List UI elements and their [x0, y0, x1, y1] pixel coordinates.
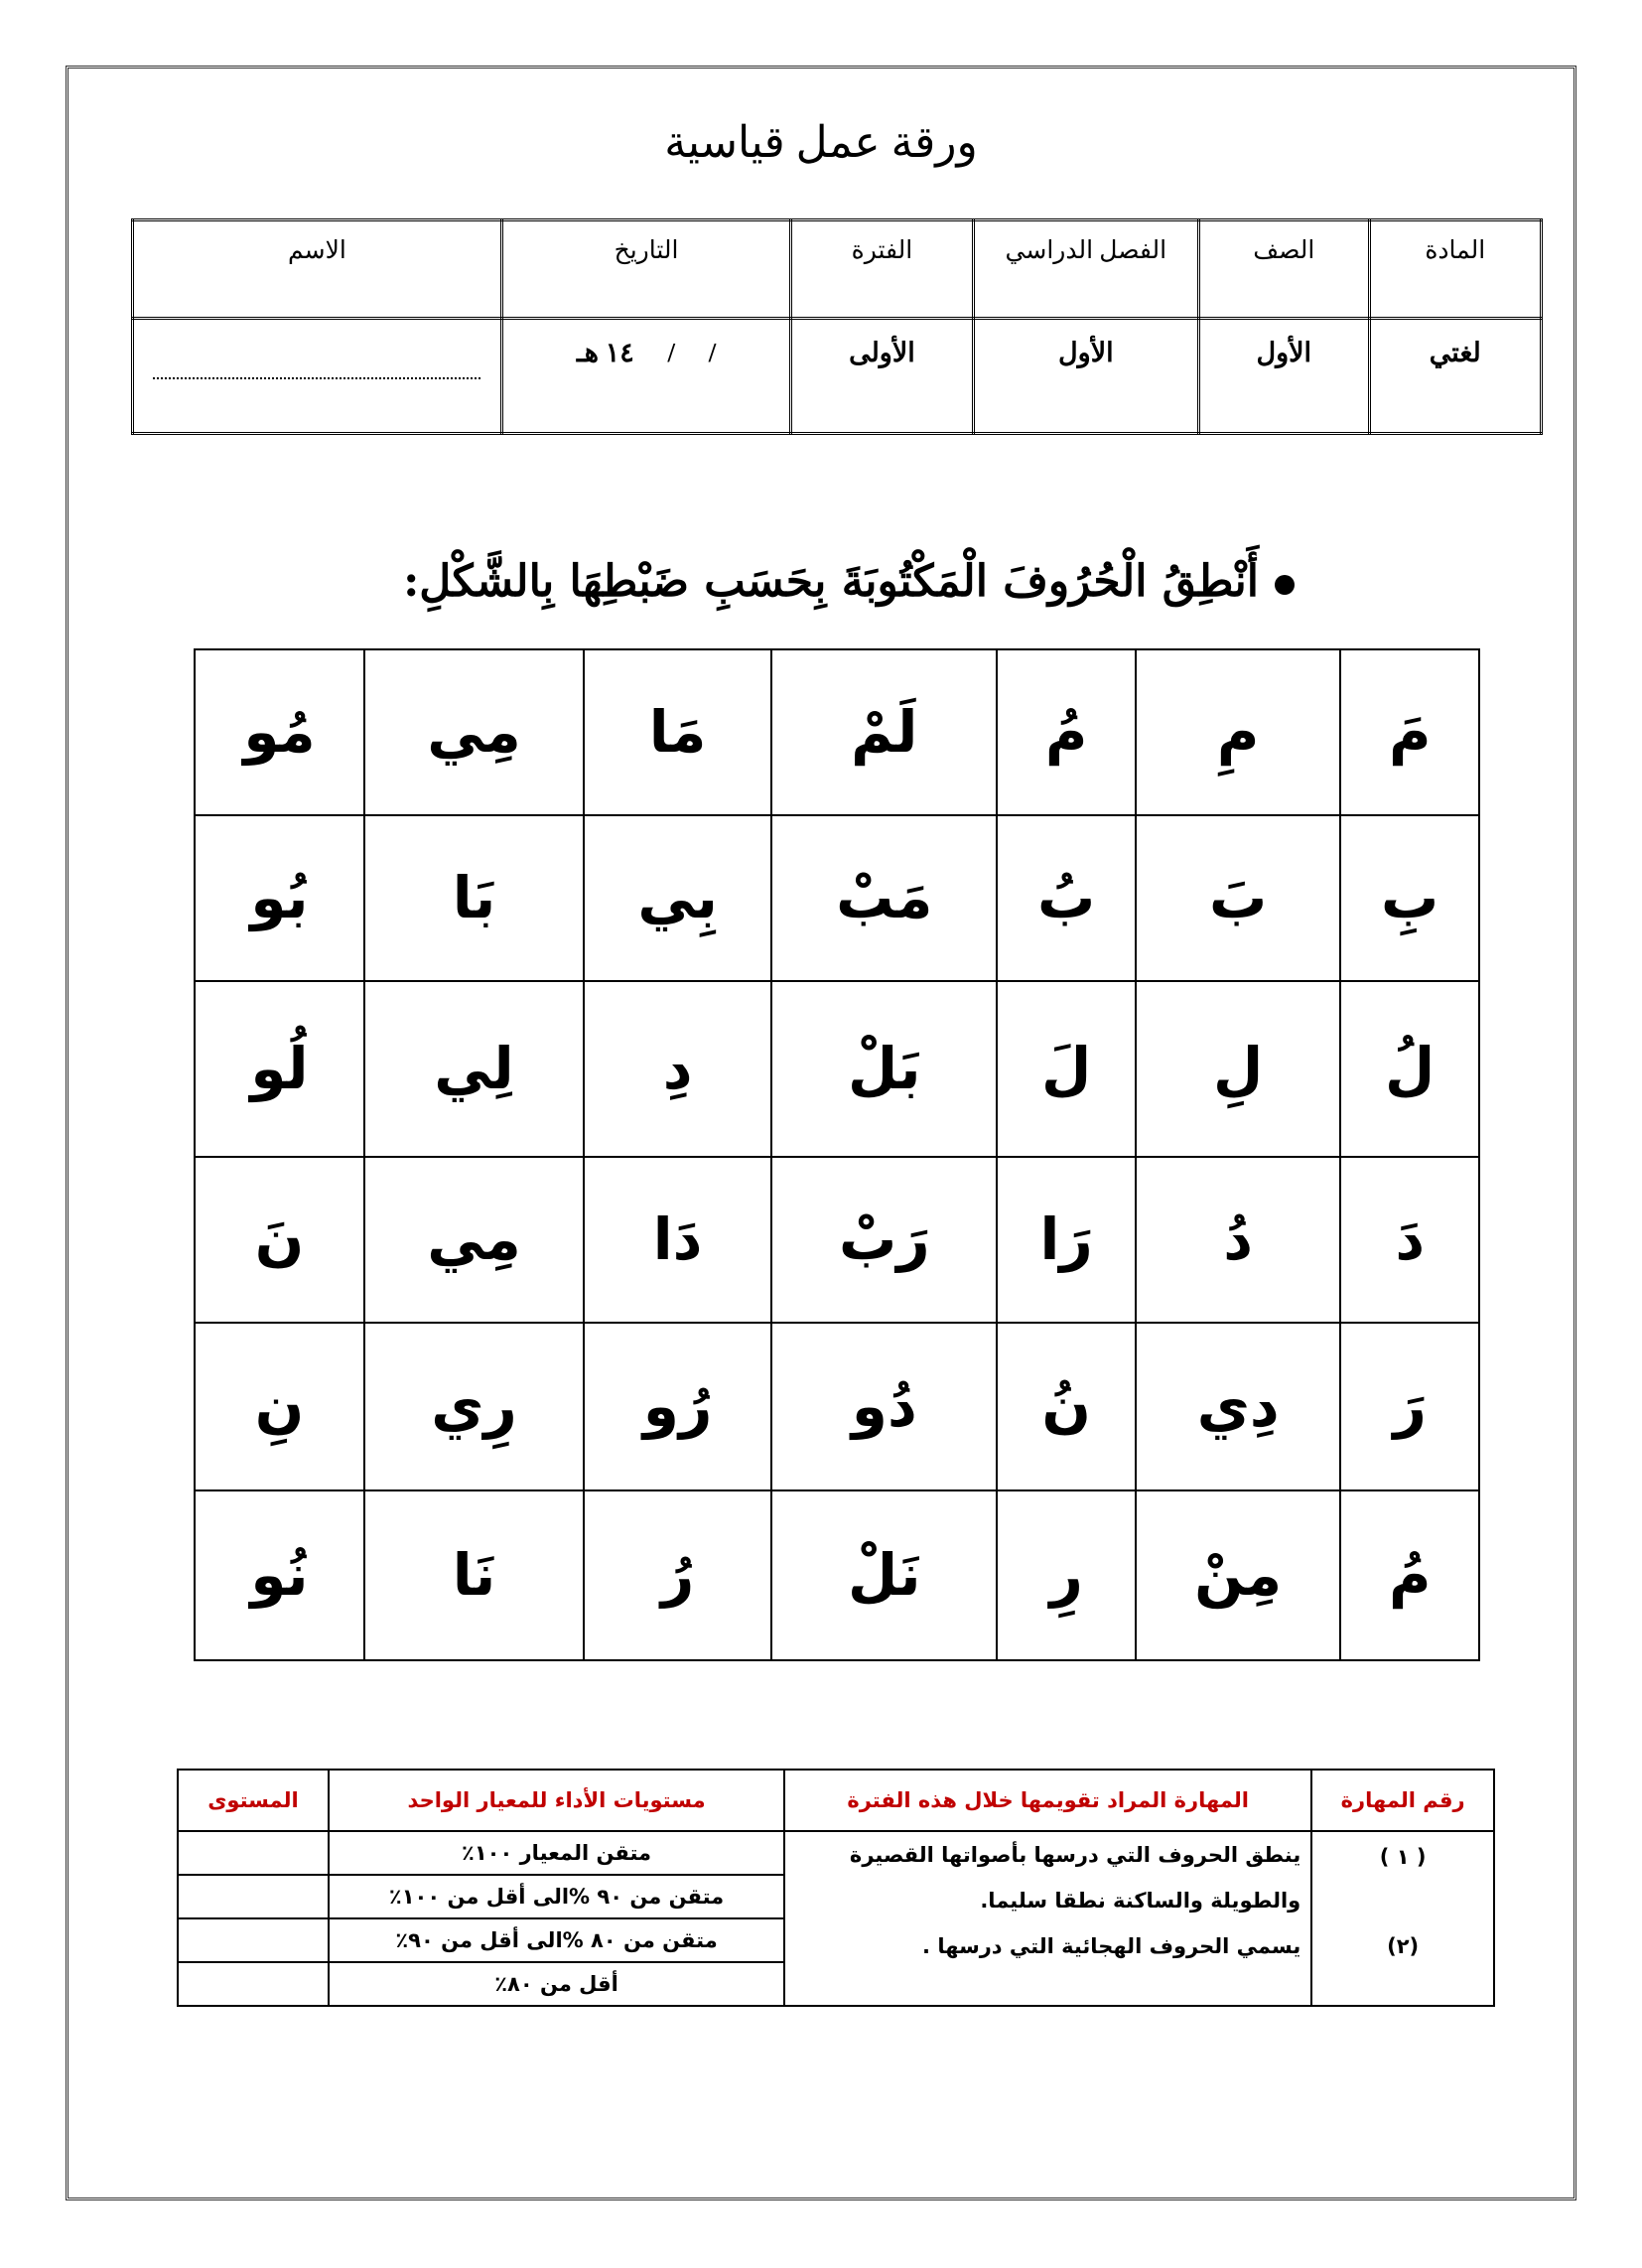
letter-cell: مُ: [1340, 1490, 1479, 1660]
header-date: التاريخ: [501, 220, 790, 319]
level-4: أقل من ٨٠٪: [329, 1962, 784, 2006]
skill-number-1: ( ١ ): [1379, 1845, 1427, 1869]
grade-cell-2[interactable]: [178, 1875, 329, 1918]
grade-cell-1[interactable]: [178, 1831, 329, 1875]
rubric-header-levels: مستويات الأداء للمعيار الواحد: [329, 1770, 784, 1831]
skills-cell: [784, 1831, 1311, 2006]
letter-cell: دِ: [584, 981, 771, 1157]
info-table: [131, 218, 1543, 435]
letter-cell: لَ: [997, 981, 1136, 1157]
letter-cell: بُ: [997, 815, 1136, 981]
header-period: الفترة: [791, 220, 973, 319]
letter-cell: مَ: [1340, 649, 1479, 815]
value-subject: لغتي: [1369, 319, 1541, 434]
letter-cell: دُ: [1136, 1157, 1340, 1323]
bullet-icon: [1275, 575, 1295, 595]
header-grade: الصف: [1199, 220, 1370, 319]
letter-cell: دَ: [1340, 1157, 1479, 1323]
letter-cell: لُ: [1340, 981, 1479, 1157]
letter-cell: نَ: [195, 1157, 364, 1323]
letter-cell: لِي: [364, 981, 584, 1157]
header-semester: الفصل الدراسي: [973, 220, 1198, 319]
page-title: ورقة عمل قياسية: [664, 118, 978, 167]
letter-cell: رُو: [584, 1323, 771, 1490]
letters-row: [195, 649, 1479, 815]
letter-cell: رُ: [584, 1490, 771, 1660]
letter-cell: نَلْ: [771, 1490, 997, 1660]
value-grade: الأول: [1199, 319, 1370, 434]
letter-cell: نَا: [364, 1490, 584, 1660]
instruction: [403, 556, 1295, 607]
skill-2: يسمي الحروف الهجائية التي درسها .: [922, 1934, 1301, 1958]
level-1: متقن المعيار ١٠٠٪: [329, 1831, 784, 1875]
value-period: الأولى: [791, 319, 973, 434]
letter-cell: نُ: [997, 1323, 1136, 1490]
letter-cell: بَلْ: [771, 981, 997, 1157]
letter-cell: رِي: [364, 1323, 584, 1490]
letter-cell: لَمْ: [771, 649, 997, 815]
letters-row: [195, 981, 1479, 1157]
letter-cell: بِ: [1340, 815, 1479, 981]
level-3: متقن من ٨٠ %الى أقل من ٩٠٪: [329, 1918, 784, 1962]
letters-row: [195, 1490, 1479, 1660]
grade-cell-3[interactable]: [178, 1918, 329, 1962]
letter-cell: رِ: [997, 1490, 1136, 1660]
letter-cell: مَبْ: [771, 815, 997, 981]
rubric-table: [177, 1769, 1495, 2007]
letters-row: [195, 815, 1479, 981]
letter-cell: لِ: [1136, 981, 1340, 1157]
value-date[interactable]: / / ١٤ هـ: [501, 319, 790, 434]
letter-cell: مِي: [364, 649, 584, 815]
letters-row: [195, 1157, 1479, 1323]
letter-cell: مِ: [1136, 649, 1340, 815]
rubric-header-skill: المهارة المراد تقويمها خلال هذه الفترة: [784, 1770, 1311, 1831]
letter-cell: بُو: [195, 815, 364, 981]
letter-cell: بِي: [584, 815, 771, 981]
letter-cell: مِنْ: [1136, 1490, 1340, 1660]
letter-cell: بَ: [1136, 815, 1340, 981]
letter-cell: مِي: [364, 1157, 584, 1323]
name-dotted-line: [153, 375, 480, 379]
letters-grid: [194, 648, 1480, 1661]
header-name: الاسم: [133, 220, 502, 319]
letter-cell: مَا: [584, 649, 771, 815]
letters-row: [195, 1323, 1479, 1490]
value-semester: الأول: [973, 319, 1198, 434]
letter-cell: بَا: [364, 815, 584, 981]
grade-cell-4[interactable]: [178, 1962, 329, 2006]
instruction-text: أَنْطِقُ الْحُرُوفَ الْمَكْتُوبَةَ بِحَسَبِ ضَبْطِهَا بِالشَّكْلِ:: [403, 556, 1259, 607]
letter-cell: مُو: [195, 649, 364, 815]
level-2: متقن من ٩٠ %الى أقل من ١٠٠٪: [329, 1875, 784, 1918]
skill-1: ينطق الحروف التي درسها بأصواتها القصيرة والطويلة والساكنة نطقا سليما.: [849, 1843, 1301, 1913]
letter-cell: دَا: [584, 1157, 771, 1323]
skill-numbers: [1311, 1831, 1494, 2006]
skill-number-2: (٢): [1387, 1934, 1420, 1958]
name-field[interactable]: [133, 319, 502, 434]
letter-cell: رَ: [1340, 1323, 1479, 1490]
letter-cell: نِ: [195, 1323, 364, 1490]
rubric-header-skill-number: رقم المهارة: [1311, 1770, 1494, 1831]
letter-cell: رَبْ: [771, 1157, 997, 1323]
letter-cell: دِي: [1136, 1323, 1340, 1490]
letter-cell: رَا: [997, 1157, 1136, 1323]
letter-cell: مُ: [997, 649, 1136, 815]
header-subject: المادة: [1369, 220, 1541, 319]
letter-cell: نُو: [195, 1490, 364, 1660]
letter-cell: لُو: [195, 981, 364, 1157]
letter-cell: دُو: [771, 1323, 997, 1490]
rubric-header-grade: المستوى: [178, 1770, 329, 1831]
